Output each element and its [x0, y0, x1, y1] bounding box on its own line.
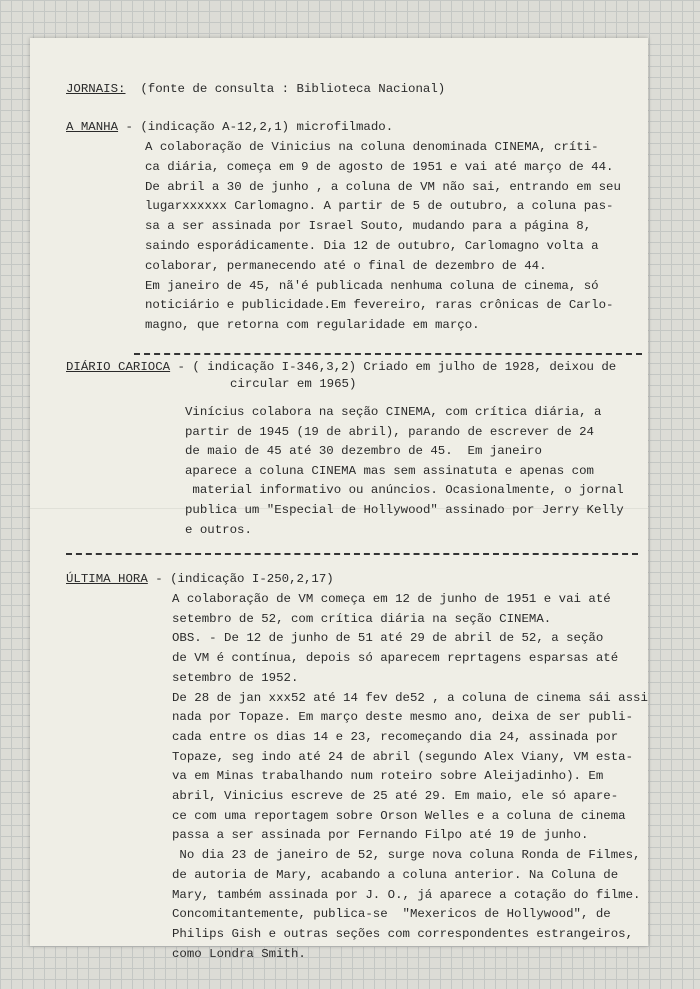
header-label: JORNAIS: — [66, 82, 126, 96]
header-text: (fonte de consulta : Biblioteca Nacional) — [125, 82, 446, 96]
a-manha-name: A MANHA — [66, 120, 119, 134]
text-line: lugarxxxxxx Carlomagno. A partir de 5 de outubro, a coluna pas- — [145, 199, 614, 214]
section-divider — [134, 353, 642, 355]
text-line: publica um "Especial de Hollywood" assinado por Jerry Kelly — [185, 503, 624, 517]
text-line: Vinícius colabora na seção CINEMA, com crítica diária, a — [185, 405, 602, 419]
text-line: De 28 de jan xxx52 até 14 fev de52 , a coluna de cinema sái assi — [172, 690, 648, 705]
text-line: Philips Gish e outras seções com correspondentes estrangeiros, — [172, 926, 634, 941]
text-line: aparece a coluna CINEMA mas sem assinatuta e apenas com — [185, 463, 594, 478]
ultima-hora-heading — [66, 570, 334, 590]
text-line: passa a ser assinada por Fernando Filpo até 19 de junho. — [172, 828, 589, 843]
text-line: ca diária, começa em 9 de agosto de 1951 e vai até março de 44. — [145, 159, 614, 174]
text-line: setembro de 1952. — [172, 670, 299, 685]
text-line: magno, que retorna com regularidade em março. — [145, 318, 480, 333]
text-line: saindo esporádicamente. Dia 12 de outubro, Carlomagno volta a — [145, 239, 599, 253]
text-line: Concomitantemente, publica-se "Mexericos de Hollywood", de — [172, 907, 611, 922]
a-manha-intro: - (indicação A-12,2,1) microfilmado. — [118, 120, 394, 134]
text-line: cada entre os dias 14 e 23, recomeçando dia 24, assinada por — [172, 729, 619, 744]
a-manha-heading — [66, 118, 393, 138]
text-line: De abril a 30 de junho , a coluna de VM não sai, entrando em seu — [145, 179, 621, 194]
text-line: como Londra Smith. — [172, 946, 306, 961]
text-line: Mary, também assinada por J. O., já aparece a cotação do filme. — [172, 887, 641, 902]
text-line: partir de 1945 (19 de abril), parando de escrever de 24 — [185, 424, 594, 439]
text-line: A colaboração de Vinicius na coluna denominada CINEMA, críti- — [145, 140, 599, 154]
text-line: OBS. - De 12 de junho de 51 até 29 de abril de 52, a seção — [172, 631, 604, 646]
text-line: A colaboração de VM começa em 12 de junho de 1951 e vai até — [172, 592, 611, 606]
section-divider — [66, 553, 638, 555]
document-page — [30, 38, 648, 961]
text-line: de autoria de Mary, acabando a coluna anterior. Na Coluna de — [172, 867, 619, 882]
text-line: setembro de 52, com crítica diária na seção CINEMA. — [172, 611, 552, 626]
text-line: de VM é contínua, depois só aparecem reprtagens esparsas até — [172, 651, 619, 666]
diario-carioca-intro-cont: circular em 1965) — [230, 377, 357, 391]
text-line: material informativo ou anúncios. Ocasionalmente, o jornal — [185, 483, 624, 498]
text-line: abril, Vinicius escreve de 25 até 29. Em maio, ele só apare- — [172, 789, 619, 803]
text-line: Topaze, seg indo até 24 de abril (segundo Alex Viany, VM esta- — [172, 749, 634, 764]
text-line: colaborar, permanecendo até o final de dezembro de 44. — [145, 258, 547, 273]
document-header — [66, 80, 445, 100]
diario-carioca-name: DIÁRIO CARIOCA — [66, 360, 171, 374]
text-line: Em janeiro de 45, nã'é publicada nenhuma coluna de cinema, só — [145, 278, 599, 293]
ultima-hora-name: ÚLTIMA HORA — [66, 572, 148, 586]
ultima-hora-intro: - (indicação I-250,2,17) — [147, 572, 334, 586]
text-line: No dia 23 de janeiro de 52, surge nova coluna Ronda de Filmes, — [172, 848, 641, 863]
text-line: sa a ser assinada por Israel Souto, mudando para a página 8, — [145, 219, 592, 234]
text-line: e outros. — [185, 522, 252, 537]
text-line: noticiário e publicidade.Em fevereiro, raras crônicas de Carlo- — [145, 298, 614, 313]
text-line: nada por Topaze. Em março deste mesmo ano, deixa de ser publi- — [172, 710, 634, 725]
text-line: va em Minas trabalhando num roteiro sobre Aleijadinho). Em — [172, 769, 604, 784]
text-line: de maio de 45 até 30 dezembro de 45. Em janeiro — [185, 444, 542, 459]
text-line: ce com uma reportagem sobre Orson Welles e a coluna de cinema — [172, 808, 626, 823]
diario-carioca-intro: - ( indicação I-346,3,2) Criado em julho de 1928, deixou de — [170, 360, 617, 374]
